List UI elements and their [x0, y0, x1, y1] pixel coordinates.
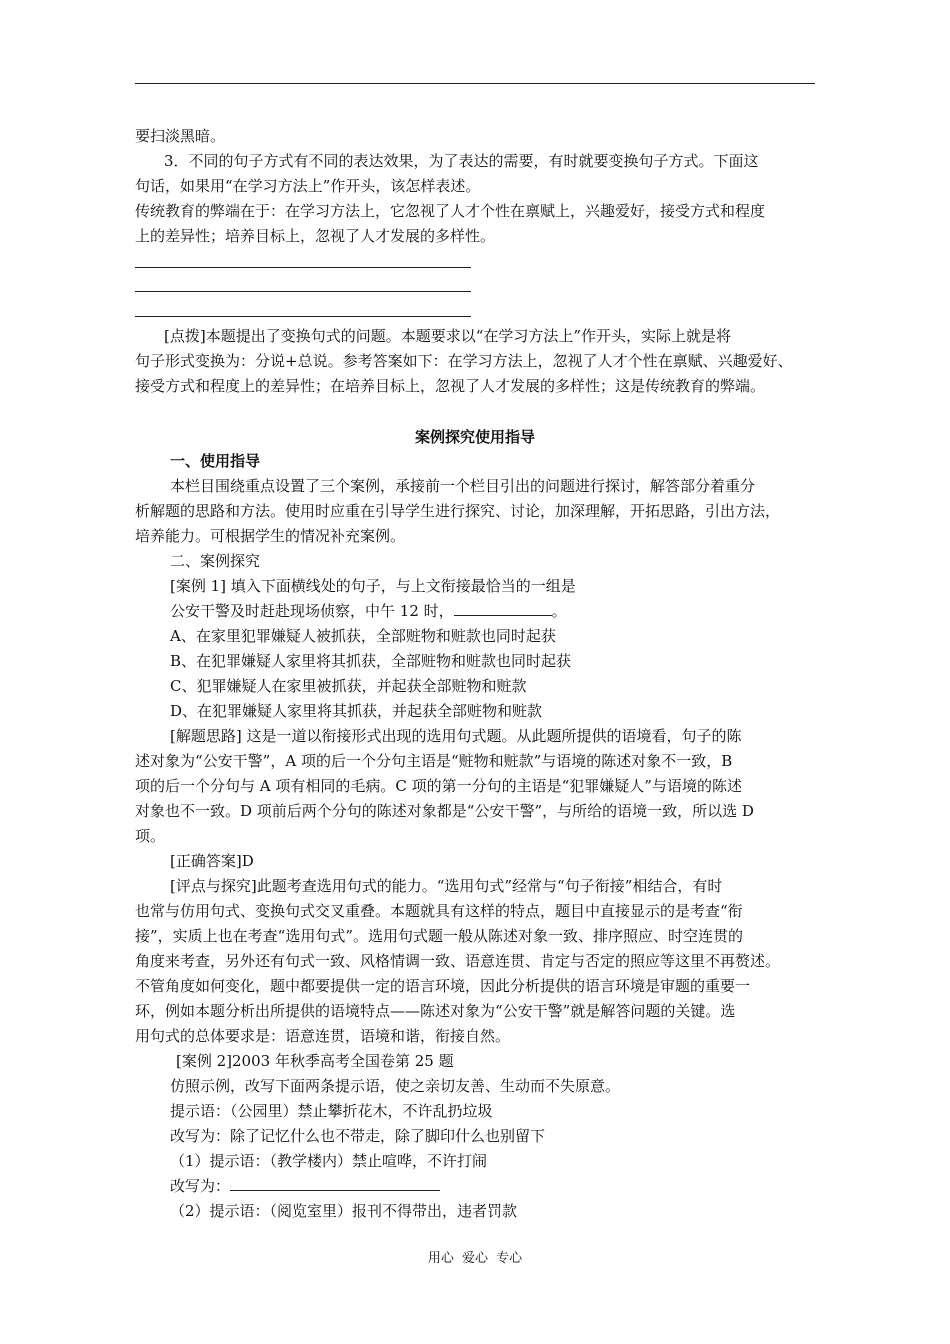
- solution-line: 对象也不一致。D 项前后两个分句的陈述对象都是“公安干警”，与所给的语境一致，所以选 D: [135, 802, 754, 820]
- tip-line: 句子形式变换为：分说+总说。参考答案如下：在学习方法上，忽视了人才个性在禀赋、兴趣爱好、: [135, 352, 793, 370]
- subheading-usage-guide: 一、使用指导: [170, 452, 261, 470]
- tip-line: [点拨]本题提出了变换句式的问题。本题要求以“在学习方法上”作开头，实际上就是将: [164, 327, 732, 345]
- case-2-title: [案例 2]2003 年秋季高考全国卷第 25 题: [176, 1052, 454, 1070]
- paragraph-line: 本栏目围绕重点设置了三个案例，承接前一个栏目引出的问题进行探讨，解答部分着重分: [170, 477, 756, 495]
- commentary-line: 环，例如本题分析出所提供的语境特点——陈述对象为“公安干警”就是解答问题的关键。选: [135, 1002, 736, 1020]
- answer-blank-line: [135, 267, 471, 268]
- solution-line: [解题思路] 这是一道以衔接形式出现的选用句式题。从此题所提供的语境看，句子的陈: [170, 727, 742, 745]
- solution-line: 项。: [135, 827, 166, 845]
- paragraph-line: 上的差异性；培养目标上，忽视了人才发展的多样性。: [135, 227, 496, 245]
- solution-line: 述对象为“公安干警”，A 项的后一个分句主语是“赃物和赃款”与语境的陈述对象不一致，B: [135, 752, 733, 770]
- case-1-sentence-text: 公安干警及时赶赴现场侦察，中午 12 时，: [170, 602, 454, 620]
- rewrite-1: [170, 1174, 850, 1198]
- fill-in-blank: [454, 599, 552, 616]
- paragraph-line: 传统教育的弊端在于：在学习方法上，它忽视了人才个性在禀赋上，兴趣爱好，接受方式和程度: [135, 202, 766, 220]
- answer-blank-line: [135, 316, 471, 317]
- commentary-line: 接”，实质上也在考查“选用句式”。选用句式题一般从陈述对象一致、排序照应、时空连贯的: [135, 927, 744, 945]
- paragraph-line: 培养能力。可根据学生的情况补充案例。: [135, 527, 406, 545]
- solution-line: 项的后一个分句与 A 项有相同的毛病。C 项的第一分句的主语是“犯罪嫌疑人”与语境的陈述: [135, 777, 742, 795]
- commentary-line: 角度来考查，另外还有句式一致、风格情调一致、语意连贯、肯定与否定的照应等这里不再赘述。: [135, 952, 781, 970]
- fill-in-blank: [230, 1174, 440, 1191]
- option-c: C、犯罪嫌疑人在家里被抓获，并起获全部赃物和赃款: [170, 677, 527, 695]
- option-a: A、在家里犯罪嫌疑人被抓获，全部赃物和赃款也同时起获: [170, 627, 556, 645]
- paragraph-line: 要扫淡黑暗。: [135, 127, 226, 145]
- example-rewrite: 改写为：除了记忆什么也不带走，除了脚印什么也别留下: [170, 1127, 546, 1145]
- commentary-line: 不管角度如何变化，题中都要提供一定的语言环境，因此分析提供的语言环境是审题的重要一: [135, 977, 751, 995]
- commentary-line: 也常与仿用句式、变换句式交叉重叠。本题就具有这样的特点，题目中直接显示的是考查“衔: [135, 902, 743, 920]
- subheading-case-study: 二、案例探究: [170, 552, 261, 570]
- page-footer: 用心 爱心 专心: [427, 1251, 523, 1266]
- commentary-line: 用句式的总体要求是：语意连贯，语境和谐，衔接自然。: [135, 1027, 511, 1045]
- section-heading: 案例探究使用指导: [414, 428, 535, 446]
- paragraph-line: 句话，如果用“在学习方法上”作开头，该怎样表述。: [135, 177, 481, 195]
- rewrite-1-label: 改写为：: [170, 1177, 231, 1195]
- prompt-1: （1）提示语：（教学楼内）禁止喧哗，不许打闹: [170, 1152, 488, 1170]
- example-prompt: 提示语：（公园里）禁止攀折花木，不许乱扔垃圾: [170, 1102, 493, 1120]
- option-b: B、在犯罪嫌疑人家里将其抓获，全部赃物和赃款也同时起获: [170, 652, 572, 670]
- option-d: D、在犯罪嫌疑人家里将其抓获，并起获全部赃物和赃款: [170, 702, 543, 720]
- answer-blank-line: [135, 291, 471, 292]
- question-3-line: 3．不同的句子方式有不同的表达效果，为了表达的需要，有时就要变换句子方式。下面这: [164, 152, 759, 170]
- case-2-instruction: 仿照示例，改写下面两条提示语，使之亲切友善、生动而不失原意。: [170, 1077, 621, 1095]
- header-rule: [135, 83, 815, 84]
- correct-answer: [正确答案]D: [170, 852, 254, 870]
- paragraph-line: 析解题的思路和方法。使用时应重在引导学生进行探究、讨论，加深理解，开拓思路，引出方法，: [135, 502, 781, 520]
- case-1-sentence-end: 。: [551, 602, 567, 620]
- tip-line: 接受方式和程度上的差异性；在培养目标上，忽视了人才发展的多样性；这是传统教育的弊端。: [135, 377, 766, 395]
- prompt-2: （2）提示语：（阅览室里）报刊不得带出，违者罚款: [170, 1202, 518, 1220]
- commentary-line: [评点与探究]此题考查选用句式的能力。“选用句式”经常与“句子衔接”相结合，有时: [170, 877, 723, 895]
- case-1-prompt: [案例 1] 填入下面横线处的句子，与上文衔接最恰当的一组是: [170, 577, 576, 595]
- case-1-sentence: [170, 599, 850, 623]
